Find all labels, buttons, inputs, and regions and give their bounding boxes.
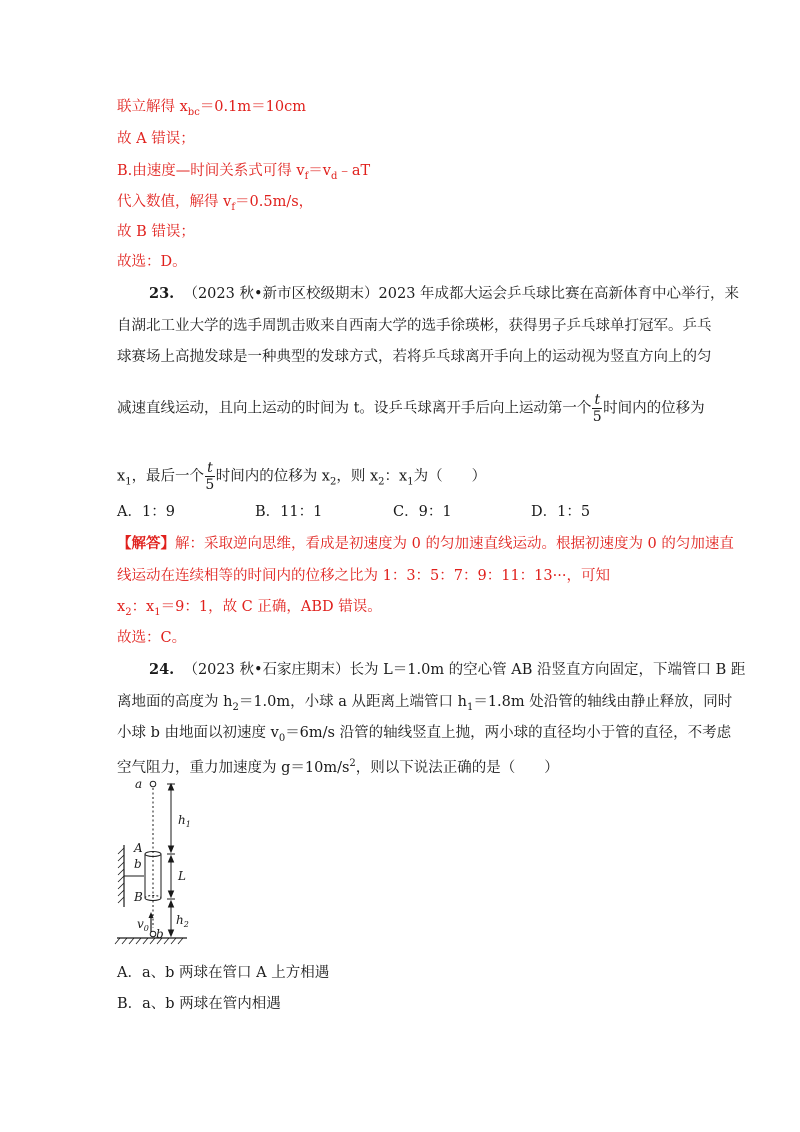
q23-option-d[interactable]: D．1：5 — [531, 504, 591, 520]
label-L: L — [178, 869, 186, 883]
q23-conclusion: 故选：C。 — [117, 630, 187, 646]
label-b-top: b — [134, 857, 142, 871]
q23-option-b[interactable]: B．11：1 — [255, 504, 323, 520]
sol22-line-3: B.由速度—时间关系式可得 $v_f=v_d﹣aT$ — [117, 163, 371, 182]
q23-line-4: 减速直线运动，且向上运动的时间为 t。设乒乓球离开手后向上运动第一个 $\frac{t}{5}$ 时间内的位移为 — [117, 392, 705, 425]
fraction-t-over-5: $\frac{t}{5}$ — [205, 460, 215, 493]
q24-line-3: 小球 b 由地面以初速度 $v_0=6m/s$ 沿管的轴线竖直上抛，两小球的直径均小于管的直径，不考虑 — [117, 725, 732, 744]
q24-option-a[interactable]: A．a、b 两球在管口 A 上方相遇 — [117, 965, 330, 981]
label-B: B — [134, 890, 143, 904]
label-h1: $h_1$ — [178, 813, 191, 829]
q24-line-1: 24. （2023 秋•石家庄期末）长为 L＝1.0m 的空心管 AB 沿竖直方向固定，下端管口 B 距 — [149, 661, 746, 678]
q23-answer-line-1: 【解答】解：采取逆向思维，看成是初速度为 0 的匀加速直线运动。根据初速度为 0 的匀加速直 — [117, 535, 734, 552]
label-a: a — [135, 777, 143, 791]
q23-line-2: 自湖北工业大学的选手周凯击败来自西南大学的选手徐瑛彬，获得男子乒乓球单打冠军。乒乓 — [117, 318, 712, 334]
q23-options — [117, 502, 669, 522]
q23-line-1: 23. （2023 秋•新市区校级期末）2023 年成都大运会乒乓球比赛在高新体育中心举行，来 — [149, 285, 740, 302]
label-v0: $v_0$ — [137, 917, 149, 933]
wall-hatch — [118, 848, 124, 903]
q24-option-b[interactable]: B．a、b 两球在管内相遇 — [117, 996, 281, 1012]
q23-line-5: $x_1$，最后一个 $\frac{t}{5}$ 时间内的位移为 $x_2$，则 $x_2$：$x_1$为（ ） — [117, 460, 487, 493]
sol22-line-1: 联立解得 $x_{bc}=0.1m=10cm$ — [117, 99, 306, 118]
ball-a — [150, 781, 156, 787]
q23-option-c[interactable]: C．9：1 — [393, 504, 452, 520]
q23-line-3: 球赛场上高抛发球是一种典型的发球方式，若将乒乓球离开手向上的运动视为竖直方向上的匀 — [117, 349, 712, 365]
label-h2: $h_2$ — [176, 913, 189, 929]
dimension-arrows — [167, 784, 175, 936]
label-A: A — [134, 841, 143, 855]
q23-answer-line-3: $x_2$：$x_1=9$：1，故 C 正确，ABD 错误。 — [117, 599, 382, 618]
ground-hatch — [115, 938, 183, 944]
q23-option-a[interactable]: A．1：9 — [117, 504, 175, 520]
q23-answer-line-2: 线运动在连续相等的时间内的位移之比为 1：3：5：7：9：11：13···，可知 — [117, 568, 610, 584]
sol22-line-4: 代入数值，解得 $v_f=0.5m/s$， — [117, 194, 314, 213]
sol22-conclusion: 故选：D。 — [117, 254, 187, 270]
tube-diagram — [112, 770, 192, 945]
q24-line-4: 空气阻力，重力加速度为 $g=10m/s^2$，则以下说法正确的是（ ） — [117, 758, 559, 776]
label-b-bottom: b — [156, 927, 164, 941]
fraction-t-over-5: $\frac{t}{5}$ — [592, 392, 602, 425]
sol22-line-5: 故 B 错误； — [117, 224, 195, 240]
sol22-line-2: 故 A 错误； — [117, 131, 195, 147]
q24-line-2: 离地面的高度为 $h_2=1.0m$，小球 a 从距离上端管口 $h_1=1.8m$ 处沿管的轴线由静止释放，同时 — [117, 694, 733, 713]
ball-b — [150, 931, 156, 937]
